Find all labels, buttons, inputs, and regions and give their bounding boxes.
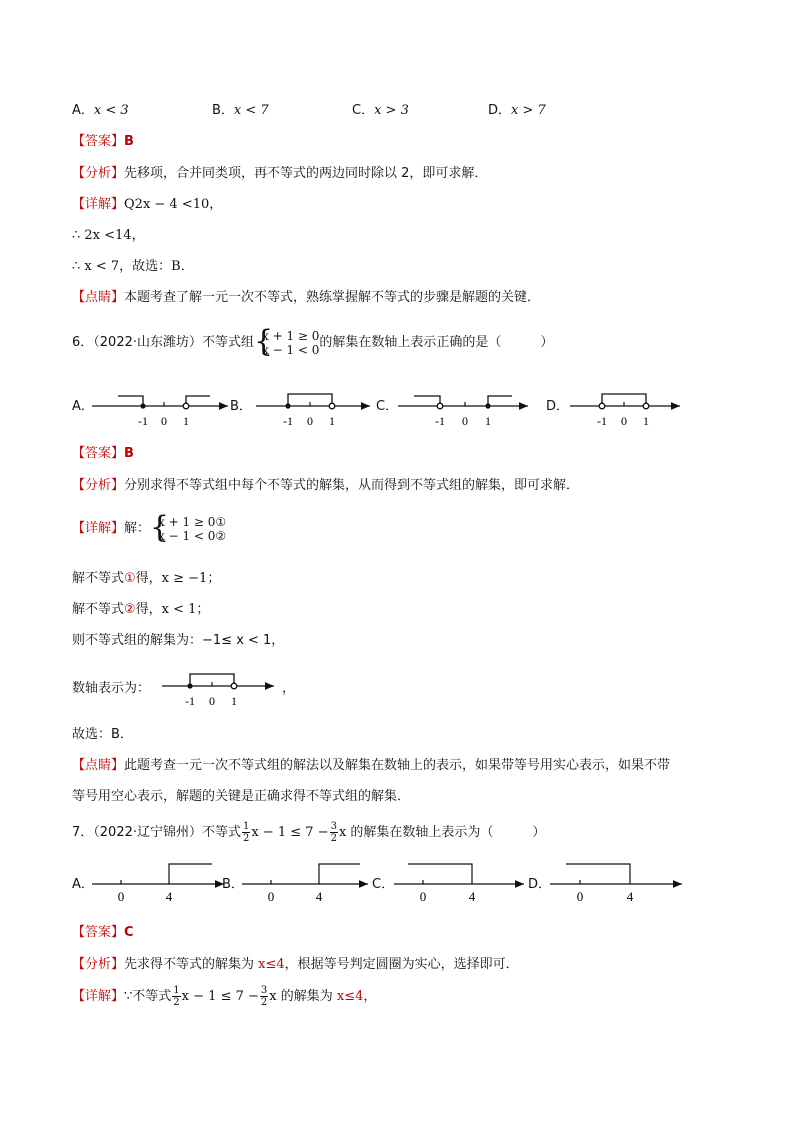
tick-label: -1 — [138, 414, 148, 428]
q6-detail-line-d-label: 数轴表示为： — [72, 681, 151, 696]
q5-option-c: C．x > 3 — [352, 103, 409, 118]
tick-label: 0 — [209, 694, 215, 708]
q7-option-b-label: B． — [222, 877, 244, 892]
q5-analysis: 【分析】先移项，合并同类项，再不等式的两边同时除以 2，即可求解． — [72, 166, 488, 181]
tick-label: -1 — [185, 694, 195, 708]
q6-option-c-numberline — [394, 388, 534, 432]
q6-option-a-numberline — [88, 388, 234, 432]
tick-label: 1 — [183, 414, 189, 428]
tick-label: -1 — [597, 414, 607, 428]
tick-label: -1 — [435, 414, 445, 428]
q5-option-a: A．x < 3 — [72, 103, 129, 118]
q5-detail-1: 【详解】Q2x − 4 <10， — [72, 197, 223, 212]
q6-detail-numberline — [158, 666, 280, 710]
tick-label: 0 — [307, 414, 313, 428]
q6-analysis: 【分析】分别求得不等式组中每个不等式的解集，从而得到不等式组的解集，即可求解． — [72, 478, 580, 493]
q7-answer: 【答案】C — [72, 925, 134, 940]
tick-label: -1 — [283, 414, 293, 428]
q7-option-d-numberline — [546, 858, 688, 906]
tick-label: 1 — [485, 414, 491, 428]
q6-detail-system: { x + 1 ≥ 0① x − 1 < 0② — [150, 509, 227, 545]
q6-comment-2: 等号用空心表示，解题的关键是正确求得不等式组的解集． — [72, 789, 411, 804]
tick-label: 0 — [621, 414, 627, 428]
q7-analysis: 【分析】先求得不等式的解集为 x≤4，根据等号判定圆圈为实心，选择即可． — [72, 957, 519, 972]
tick-label: 0 — [462, 414, 468, 428]
q7-option-a-label: A． — [72, 877, 94, 892]
tick-label: 4 — [626, 889, 634, 904]
q5-option-d: D．x > 7 — [488, 103, 546, 118]
q7-option-a-numberline — [88, 858, 230, 906]
tick-label: 4 — [468, 889, 476, 904]
q5-detail-2: ∴ 2x <14， — [72, 228, 145, 243]
tick-label: 0 — [161, 414, 167, 428]
q6-inequality-system: { x + 1 ≥ 0 x − 1 < 0 — [254, 323, 320, 359]
q6-option-a-label: A． — [72, 399, 94, 414]
tick-label: 4 — [165, 889, 173, 904]
q6-option-b-label: B． — [230, 399, 252, 414]
q7-stem: 7．（2022·辽宁锦州）不等式 $\frac{1}{2}$ x − 1 ≤ 7 − $\frac{3}{2}$ x 的解集在数轴上表示为（ ） — [72, 821, 546, 844]
q6-detail-line-d-end: ， — [282, 681, 296, 696]
tick-label: 0 — [117, 889, 125, 904]
q7-option-b-numberline — [238, 858, 374, 906]
tick-label: 1 — [643, 414, 649, 428]
q6-detail: 【详解】解： { x + 1 ≥ 0① x − 1 < 0② — [72, 509, 227, 545]
q6-comment-1: 【点睛】此题考查一元一次不等式组的解法以及解集在数轴上的表示，如果带等号用实心表示，如果不带 — [72, 758, 671, 773]
tick-label: 1 — [231, 694, 237, 708]
q6-option-d-numberline — [566, 388, 686, 432]
q7-detail: 【详解】∵不等式 $\frac{1}{2}$ x − 1 ≤ 7 − $\frac{3}{2}$ x 的解集为 x≤4， — [72, 985, 377, 1008]
tick-label: 0 — [576, 889, 584, 904]
q6-detail-line-a: 解不等式①得，x ≥ −1； — [72, 571, 221, 586]
q7-option-d-label: D． — [528, 877, 552, 892]
q7-option-c-numberline — [390, 858, 530, 906]
q5-option-b: B．x < 7 — [212, 103, 269, 118]
q6-option-b-numberline — [252, 388, 376, 432]
q6-detail-line-e: 故选：B． — [72, 727, 133, 742]
q6-detail-line-c: 则不等式组的解集为：−1≤ x < 1， — [72, 633, 285, 648]
tick-label: 0 — [267, 889, 275, 904]
q7-option-c-label: C． — [372, 877, 395, 892]
tick-label: 4 — [315, 889, 323, 904]
tick-label: 0 — [419, 889, 427, 904]
q6-answer: 【答案】B — [72, 446, 134, 461]
q5-answer: 【答案】B — [72, 134, 134, 149]
q6-option-d-label: D． — [546, 399, 570, 414]
q6-detail-line-b: 解不等式②得，x < 1； — [72, 602, 210, 617]
q6-option-c-label: C． — [376, 399, 399, 414]
tick-label: 1 — [329, 414, 335, 428]
q6-stem: 6．（2022·山东潍坊）不等式组 { x + 1 ≥ 0 x − 1 < 0 的解集在数轴上表示正确的是（ ） — [72, 323, 554, 359]
q5-detail-3: ∴ x < 7，故选：B． — [72, 259, 194, 274]
q5-comment: 【点睛】本题考查了解一元一次不等式，熟练掌握解不等式的步骤是解题的关键． — [72, 290, 541, 305]
